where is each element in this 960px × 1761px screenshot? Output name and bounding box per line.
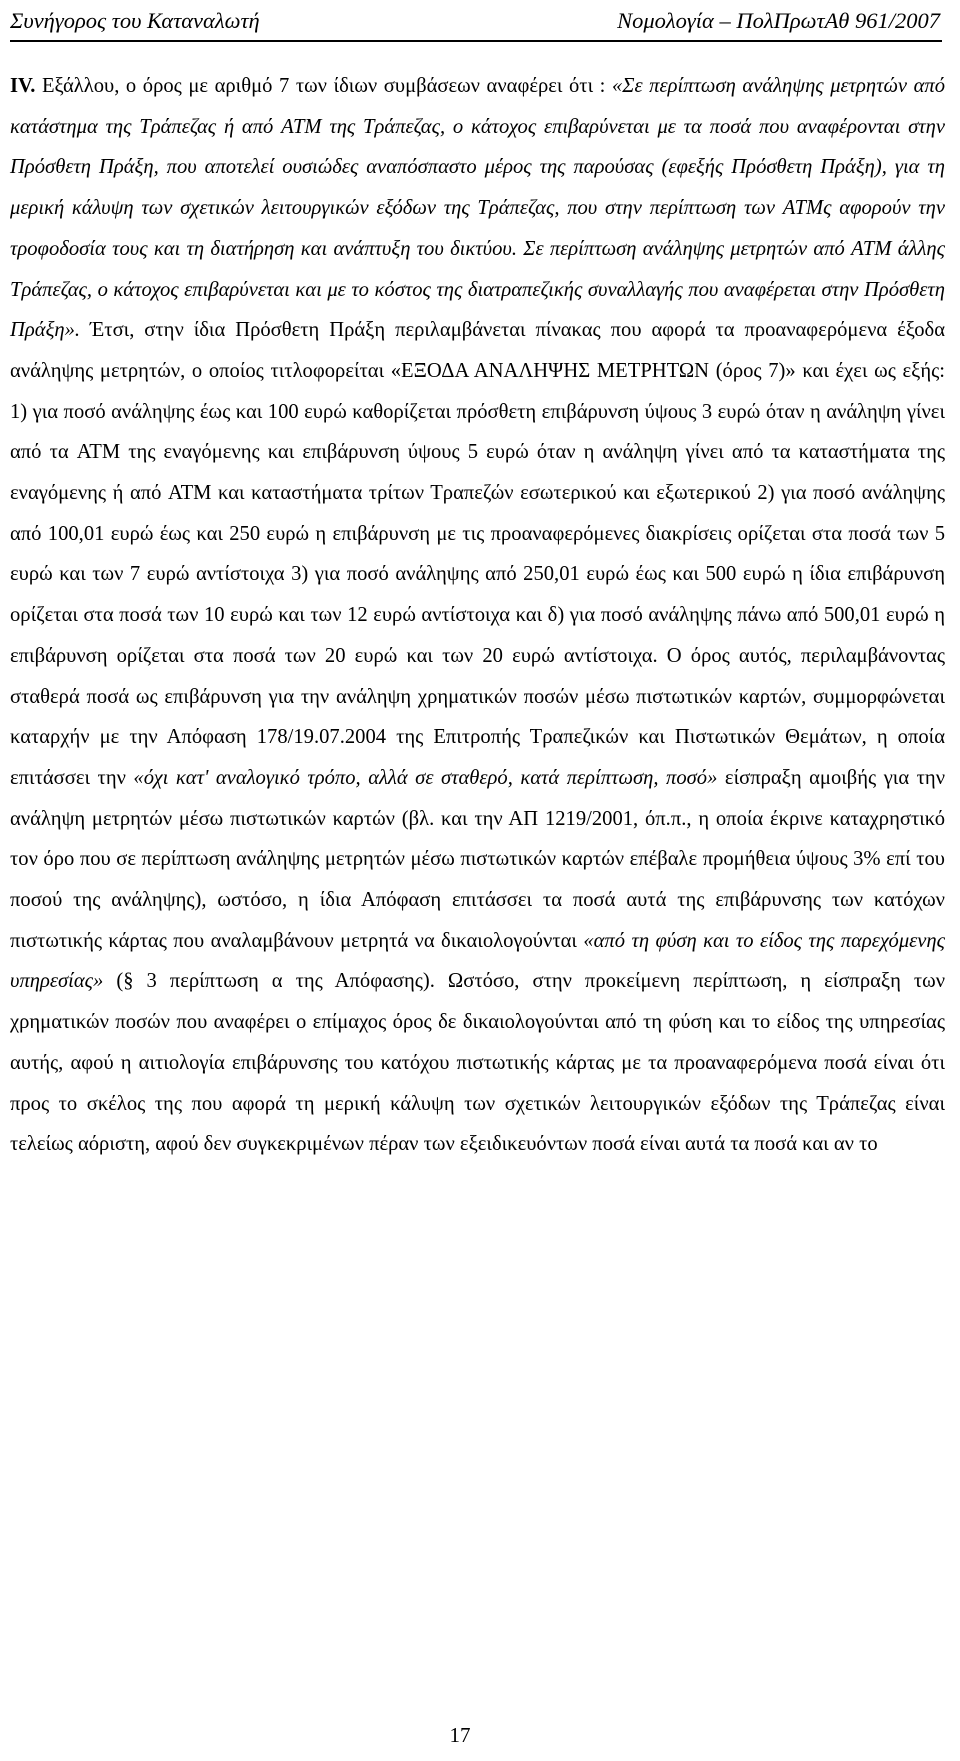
paragraph-quote-2: «όχι κατ' αναλογικό τρόπο, αλλά σε σταθερό, κατά περίπτωση, ποσό» bbox=[133, 766, 718, 789]
paragraph-text-2: Έτσι, στην ίδια Πρόσθετη Πράξη περιλαμβάνεται πίνακας που αφορά τα προαναφερόμενα έξοδα ανάληψης μετρητών, ο οποίος τιτλοφορείται «ΕΞΟΔΑ ΑΝΑΛΗΨΗΣ ΜΕΤΡΗΤΩΝ (όρος 7)» και έχει ως εξής: 1) για ποσό ανάληψης έως και 100 ευρώ καθορίζεται πρόσθετη επιβάρυνση ύψους 3 ευρώ όταν η ανάληψη γίνει από τα ATM της εναγόμενης και επιβάρυνση ύψους 5 ευρώ όταν η ανάληψη γίνει από τα καταστήματα της εναγόμενης ή από ATM και καταστήματα τρίτων Τραπεζών εσωτερικού και εξωτερικού 2) για ποσό ανάληψης από 100,01 ευρώ έως και 250 ευρώ η επιβάρυνση με τις προαναφερόμενες διακρίσεις ορίζεται στα ποσά των 5 ευρώ και των 7 ευρώ αντίστοιχα 3) για ποσό ανάληψης από 250,01 ευρώ έως και 500 ευρώ η ίδια επιβάρυνση ορίζεται στα ποσά των 10 ευρώ και των 12 ευρώ αντίστοιχα και δ) για ποσό ανάληψης πάνω από 500,01 ευρώ η επιβάρυνση ορίζεται στα ποσά των 20 ευρώ και των 20 ευρώ αντίστοιχα. Ο όρος αυτός, περιλαμβάνοντας σταθερά ποσά ως επιβάρυνση για την ανάληψη χρηματικών ποσών μέσω πιστωτικών καρτών, συμμορφώνεται καταρχήν με την Απόφαση 178/19.07.2004 της Επιτροπής Τραπεζικών και Πιστωτικών Θεμάτων, η οποία επιτάσσει την bbox=[10, 319, 945, 789]
body-text bbox=[10, 66, 945, 1165]
paragraph-text-3: είσπραξη αμοιβής για την ανάληψη μετρητών μέσω πιστωτικών καρτών (βλ. και την ΑΠ 1219/2001, όπ.π., η οποία έκρινε καταχρηστικό τον όρο που σε περίπτωση ανάληψης μετρητών μέσω πιστωτικών καρτών επέβαλε προμήθεια ύψους 3% επί του ποσού της ανάληψης), ωστόσο, η ίδια Απόφαση επιτάσσει τα ποσά αυτά της επιβάρυνσης των κατόχων πιστωτικής κάρτας που αναλαμβάνουν μετρητά να δικαιολογούνται bbox=[10, 766, 946, 952]
header-right-title: Νομολογία – ΠολΠρωτΑθ 961/2007 bbox=[617, 8, 940, 33]
header-left-title: Συνήγορος του Καταναλωτή bbox=[10, 8, 260, 33]
section-paragraph bbox=[10, 66, 945, 1165]
page-header bbox=[10, 6, 942, 42]
page-number: 17 bbox=[449, 1723, 471, 1747]
paragraph-quote-1: «Σε περίπτωση ανάληψης μετρητών από κατάστημα της Τράπεζας ή από ATM της Τράπεζας, ο κάτοχος επιβαρύνεται με τα ποσά που αναφέρονται στην Πρόσθετη Πράξη, που αποτελεί ουσιώδες αναπόσπαστο μέρος της παρούσας (εφεξής Πρόσθετη Πράξη), για τη μερική κάλυψη των σχετικών λειτουργικών εξόδων της Τράπεζας, που στην περίπτωση των ATMς αφορούν την τροφοδοσία τους και τη διατήρηση και ανάπτυξη του δικτύου. Σε περίπτωση ανάληψης μετρητών από ATM άλλης Τράπεζας, ο κάτοχος επιβαρύνεται και με το κόστος της διατραπεζικής συναλλαγής που αναφέρεται στην Πρόσθετη Πράξη». bbox=[10, 75, 945, 342]
section-number: IV. bbox=[10, 75, 36, 97]
paragraph-text-1: Εξάλλου, ο όρος με αριθμό 7 των ίδιων συμβάσεων αναφέρει ότι : bbox=[35, 75, 612, 97]
paragraph-quote-3: «από τη φύση και το είδος της παρεχόμενης υπηρεσίας» bbox=[10, 929, 945, 993]
paragraph-text-4: (§ 3 περίπτωση α της Απόφασης). Ωστόσο, στην προκείμενη περίπτωση, η είσπραξη των χρηματικών ποσών που αναφέρει ο επίμαχος όρος δε δικαιολογούνται από τη φύση και το είδος της υπηρεσίας αυτής, αφού η αιτιολογία επιβάρυνσης του κατόχου πιστωτικής κάρτας με τα προαναφερόμενα ποσά είναι ότι προς το σκέλος της που αφορά τη μερική κάλυψη των σχετικών λειτουργικών εξόδων της Τράπεζας είναι τελείως αόριστη, αφού δεν συγκεκριμένων πέραν των εξειδικευόντων ποσά είναι αυτά τα ποσά και αν το bbox=[10, 970, 945, 1156]
